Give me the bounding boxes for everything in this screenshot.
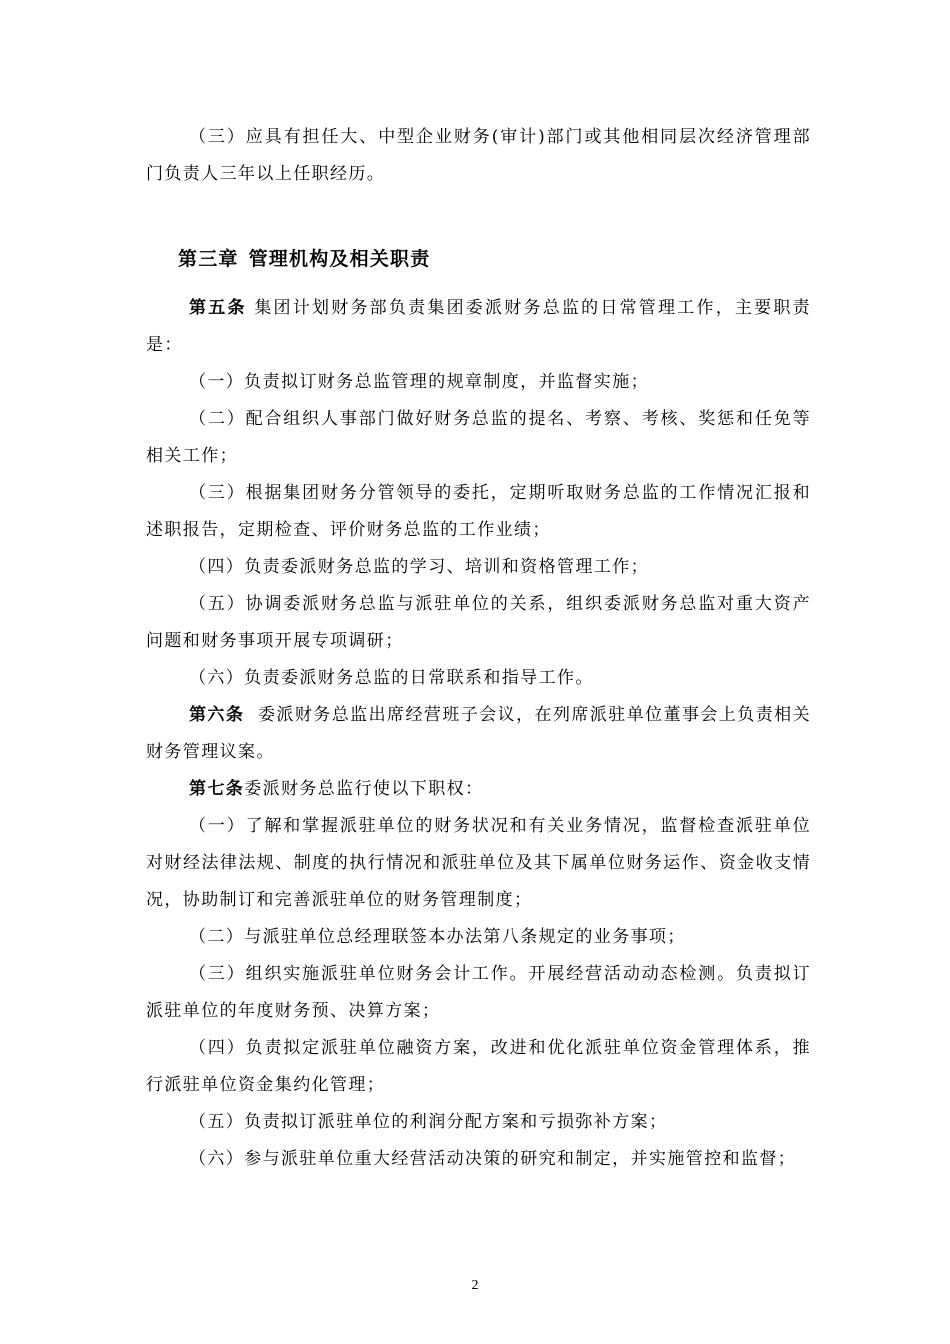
article-7-item-3: （三）组织实施派驻单位财务会计工作。开展经营活动动态检测。负责拟订派驻单位的年度财务预、决算方案； — [146, 964, 811, 1021]
article-7-label: 第七条 — [189, 779, 245, 799]
chapter-heading — [178, 244, 430, 274]
article-5-text: 集团计划财务部负责集团委派财务总监的日常管理工作，主要职责是： — [146, 298, 812, 355]
article-7-text: 委派财务总监行使以下职权： — [244, 779, 484, 799]
article-7-item-6: （六）参与派驻单位重大经营活动决策的研究和制定，并实施管控和监督； — [189, 1149, 797, 1169]
intro-item-3: （三）应具有担任大、中型企业财务(审计)部门或其他相同层次经济管理部门负责人三年以上任职经历。 — [146, 127, 811, 184]
article-5-label: 第五条 — [189, 298, 247, 318]
article-7-item-4: （四）负责拟定派驻单位融资方案，改进和优化派驻单位资金管理体系，推行派驻单位资金集约化管理； — [146, 1038, 811, 1095]
chapter-number: 第三章 — [178, 248, 239, 270]
article-6-text: 委派财务总监出席经营班子会议，在列席派驻单位董事会上负责相关财务管理议案。 — [146, 705, 812, 762]
article-6-label: 第六条 — [189, 705, 245, 725]
page-number: 2 — [471, 1278, 479, 1293]
article-5-item-1: （一）负责拟订财务总监管理的规章制度，并监督实施； — [189, 372, 649, 392]
article-6 — [146, 697, 811, 771]
article-5 — [146, 290, 811, 364]
article-5-item-4: （四）负责委派财务总监的学习、培训和资格管理工作； — [189, 557, 649, 577]
article-5-item-5: （五）协调委派财务总监与派驻单位的关系，组织委派财务总监对重大资产问题和财务事项开展专项调研； — [146, 594, 811, 651]
article-5-item-3: （三）根据集团财务分管领导的委托，定期听取财务总监的工作情况汇报和述职报告，定期检查、评价财务总监的工作业绩； — [146, 483, 811, 540]
article-5-item-6: （六）负责委派财务总监的日常联系和指导工作。 — [189, 668, 594, 688]
chapter-title: 管理机构及相关职责 — [248, 248, 431, 270]
article-7-item-1: （一）了解和掌握派驻单位的财务状况和有关业务情况，监督检查派驻单位对财经法律法规、制度的执行情况和派驻单位及其下属单位财务运作、资金收支情况，协助制订和完善派驻单位的财务管理制度； — [146, 816, 811, 910]
article-7 — [146, 771, 811, 808]
article-5-item-2: （二）配合组织人事部门做好财务总监的提名、考察、考核、奖惩和任免等相关工作； — [146, 409, 811, 466]
article-7-item-2: （二）与派驻单位总经理联签本办法第八条规定的业务事项； — [189, 927, 686, 947]
article-7-item-5: （五）负责拟订派驻单位的利润分配方案和亏损弥补方案； — [189, 1112, 668, 1132]
